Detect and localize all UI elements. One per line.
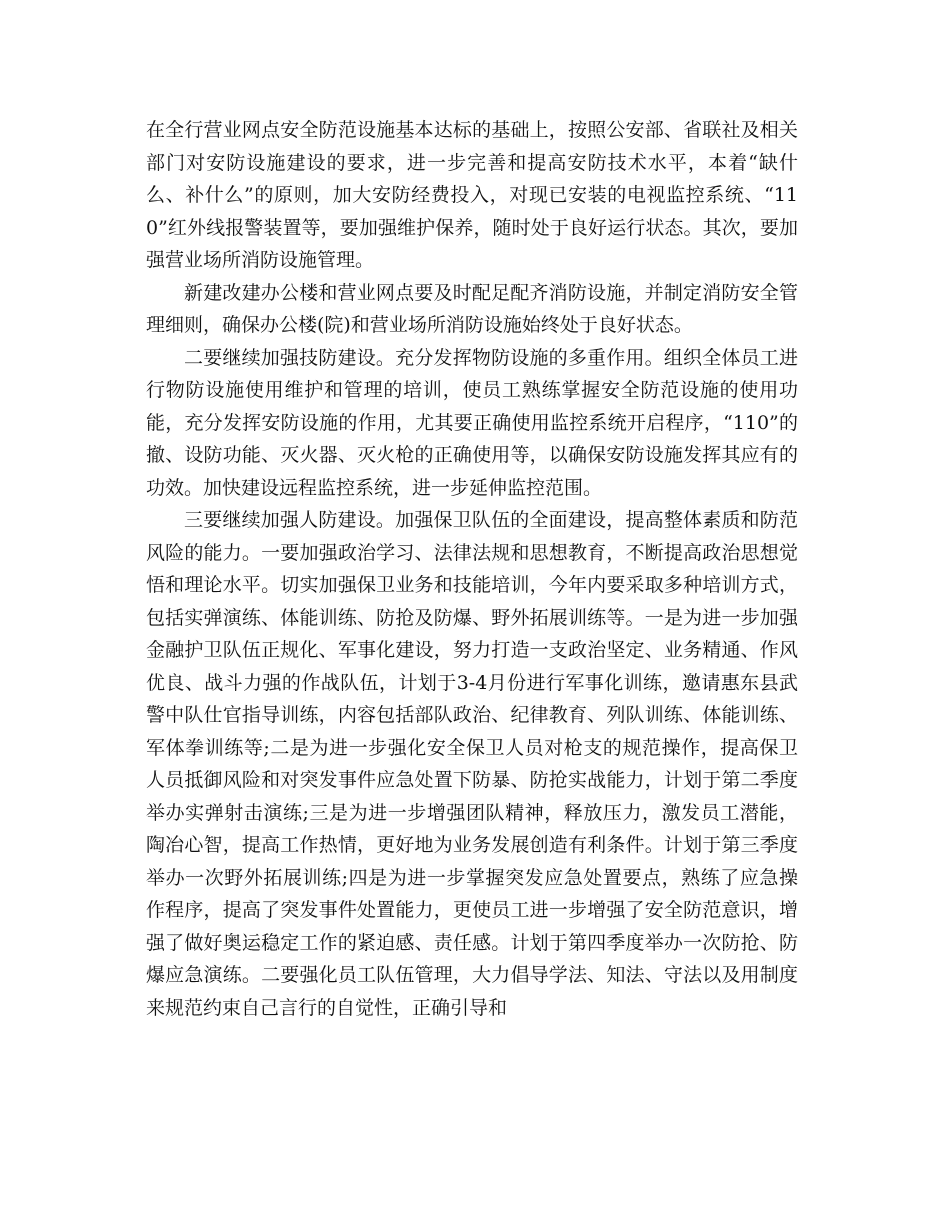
paragraph-facilities-upgrade: 在全行营业网点安全防范设施基本达标的基础上，按照公安部、省联社及相关部门对安防设施建设的要求，进一步完善和提高安防技术水平，本着“缺什么、补什么”的原则，加大安防经费投入，对现已安装的电视监控系统、“110”红外线报警装置等，要加强维护保养，随时处于良好运行状态。其次，要加强营业场所消防设施管理。: [146, 119, 798, 271]
paragraph-personnel-defense: 三要继续加强人防建设。加强保卫队伍的全面建设，提高整体素质和防范风险的能力。一要加强政治学习、法律法规和思想教育，不断提高政治思想觉悟和理论水平。切实加强保卫业务和技能培训，今年内要采取多种培训方式，包括实弹演练、体能训练、防抢及防爆、野外拓展训练等。一是为进一步加强金融护卫队伍正规化、军事化建设，努力打造一支政治坚定、业务精通、作风优良、战斗力强的作战队伍，计划于3-4月份进行军事化训练，邀请惠东县武警中队仕官指导训练，内容包括部队政治、纪律教育、列队训练、体能训练、军体拳训练等;二是为进一步强化安全保卫人员对枪支的规范操作，提高保卫人员抵御风险和对突发事件应急处置下防暴、防抢实战能力，计划于第二季度举办实弹射击演练;三是为进一步增强团队精神，释放压力，激发员工潜能，陶冶心智，提高工作热情，更好地为业务发展创造有利条件。计划于第三季度举办一次野外拓展训练;四是为进一步掌握突发应急处置要点，熟练了应急操作程序，提高了突发事件处置能力，更使员工进一步增强了安全防范意识，增强了做好奥运稳定工作的紧迫感、责任感。计划于第四季度举办一次防抢、防爆应急演练。二要强化员工队伍管理，大力倡导学法、知法、守法以及用制度来规范约束自己言行的自觉性，正确引导和: [146, 509, 798, 1019]
document-body: [146, 114, 798, 1024]
paragraph-fire-safety: 新建改建办公楼和营业网点要及时配足配齐消防设施，并制定消防安全管理细则，确保办公楼(院)和营业场所消防设施始终处于良好状态。: [146, 281, 798, 336]
paragraph-technical-defense: 二要继续加强技防建设。充分发挥物防设施的多重作用。组织全体员工进行物防设施使用维护和管理的培训，使员工熟练掌握安全防范设施的使用功能，充分发挥安防设施的作用，尤其要正确使用监控系统开启程序，“110”的撤、设防功能、灭火器、灭火枪的正确使用等，以确保安防设施发挥其应有的功效。加快建设远程监控系统，进一步延伸监控范围。: [146, 346, 798, 499]
